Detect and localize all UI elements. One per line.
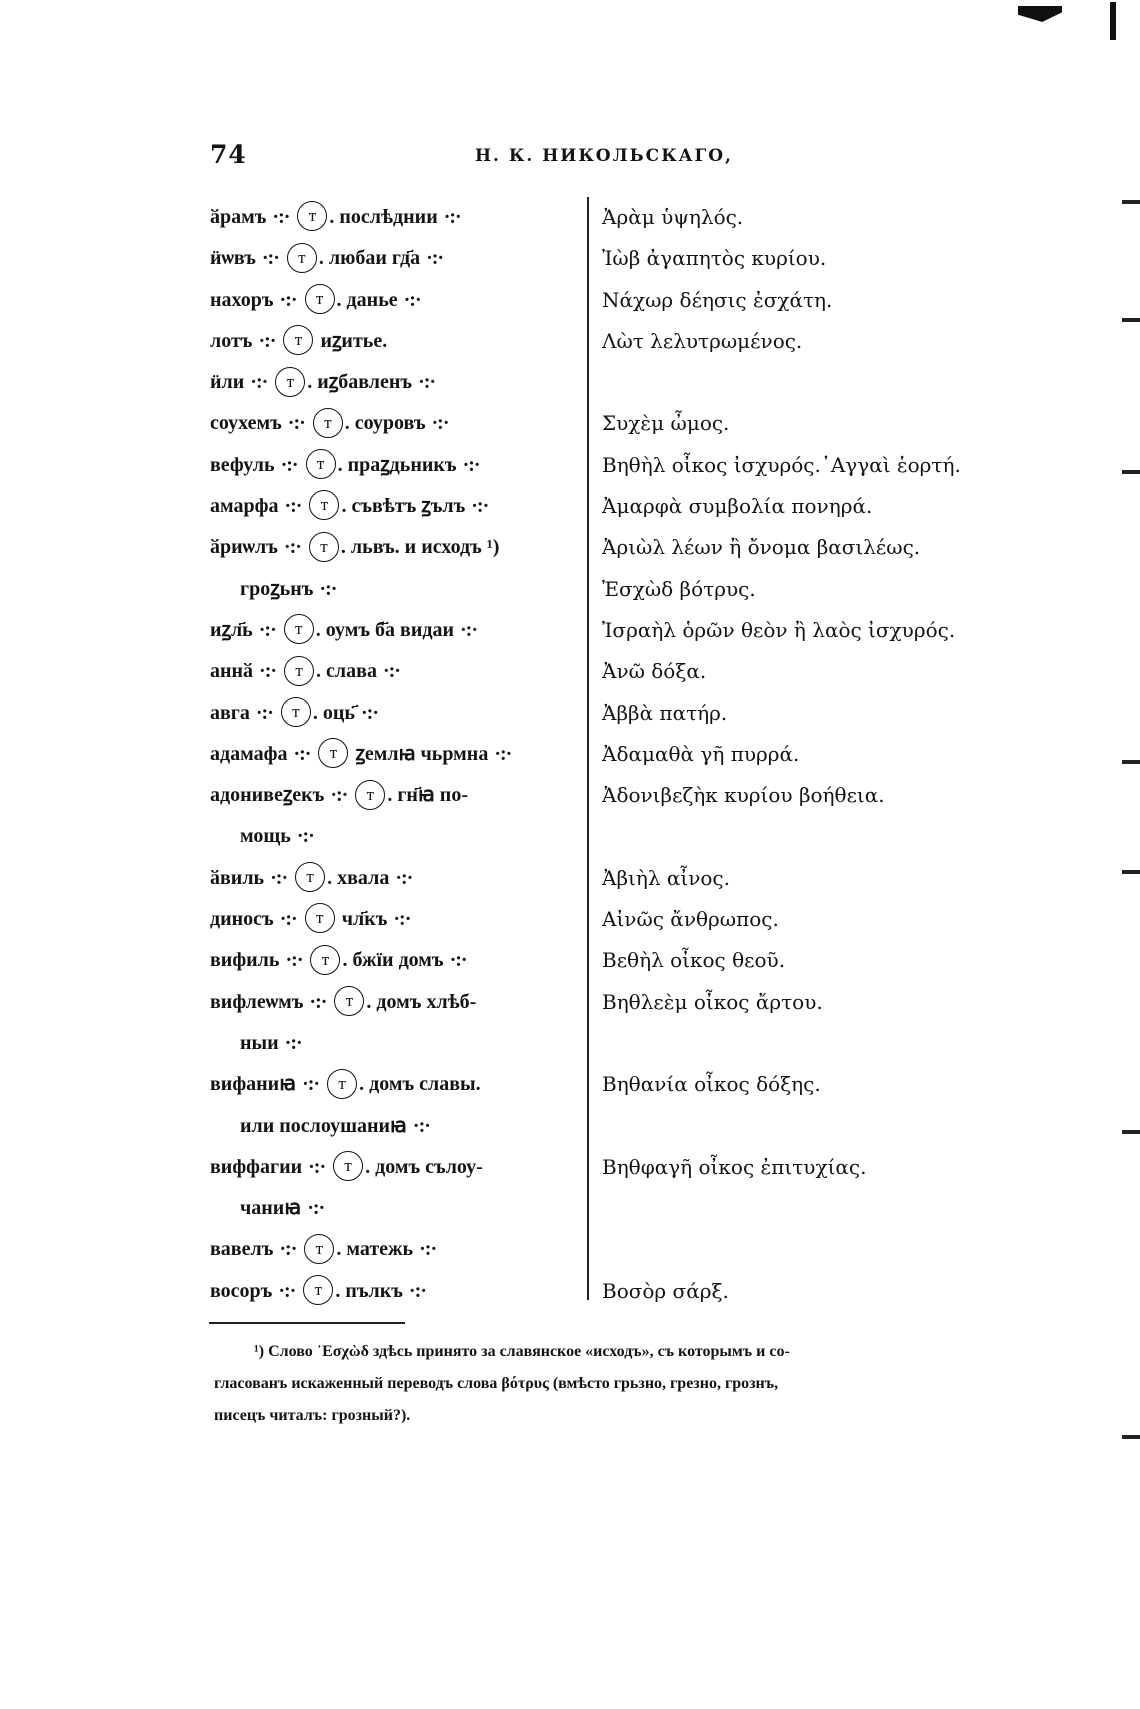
slavonic-entry [210,1109,612,1143]
separator-dots: ·:· [258,618,276,641]
glossary-row [210,985,990,1026]
separator-dots: ·:· [259,660,277,683]
headword: вавелъ [210,1238,274,1261]
translation-circle-mark: т [306,449,336,479]
separator-dots: ·:· [443,206,461,228]
translation: . домъ хлѣб- [366,990,477,1013]
glossary-row [210,530,990,571]
slavonic-entry [210,943,582,977]
greek-gloss: Βηθὴλ οἶκος ἰσχυρός.᾿Αγγαὶ ἑορτή. [602,452,961,477]
greek-gloss: Ἀβιὴλ αἶνος. [602,865,730,890]
translation: . иꙁбавленъ [307,371,413,394]
scan-artifact [1110,2,1116,40]
headword: соухемъ [210,412,282,435]
scan-artifact [1122,760,1140,764]
separator-dots: ·:· [419,1238,437,1261]
separator-dots: ·:· [460,618,477,641]
separator-dots: ·:· [330,784,348,807]
separator-dots: ·:· [309,990,327,1013]
headword: адамафа [210,742,288,765]
translation-circle-mark: т [281,697,311,727]
headword: ӥли [210,371,245,394]
separator-dots: ·:· [412,1114,430,1137]
headword: аннӑ [210,660,254,683]
headword: гроꙁьнъ [240,577,314,600]
separator-dots: ·:· [270,866,288,889]
slavonic-entry [210,902,582,936]
separator-dots: ·:· [285,949,303,972]
translation-circle-mark: т [334,986,364,1016]
slavonic-entry [210,200,582,234]
greek-gloss: Βηθανία οἶκος δόξης. [602,1072,821,1097]
glossary-row [210,1274,990,1315]
separator-dots: ·:· [280,453,298,476]
greek-gloss: Ἰὼβ ἀγαπητὸς κυρίου. [602,246,827,271]
separator-dots: ·:· [395,866,413,889]
translation: . хвала [327,866,390,889]
glossary-row [210,365,990,406]
glossary-row [210,324,990,365]
translation-circle-mark: т [305,284,335,314]
headword: нахоръ [210,288,274,311]
slavonic-entry [210,1026,612,1060]
headword: чаниꙗ [240,1197,302,1220]
translation: ꙁемлꙗ чьрмна [350,742,489,765]
translation: . домъ сълоу- [365,1155,483,1178]
slavonic-entry [210,489,582,523]
scan-artifact [1122,1130,1140,1134]
slavonic-entry [210,985,582,1019]
scan-artifact [1122,318,1140,322]
glossary-row [210,1150,990,1191]
glossary-row [210,943,990,984]
translation: . оумъ б҃а видаи [315,618,454,641]
headword: авга [210,701,250,724]
greek-gloss: Βεθὴλ οἶκος θεοῦ. [602,948,786,973]
separator-dots: ·:· [284,1031,302,1054]
separator-dots: ·:· [418,371,436,394]
translation-circle-mark: т [313,408,343,438]
translation: иꙁитье. [315,329,388,352]
slavonic-entry [210,365,582,399]
translation-circle-mark: т [297,201,327,231]
running-title: Н. К. НИКОЛЬСКАГО, [475,146,733,166]
translation: . домъ славы. [359,1073,481,1096]
headword: или послоушаниꙗ [240,1114,407,1137]
translation: . пълкъ [335,1279,403,1302]
greek-gloss: Βηθλεὲμ οἶκος ἄρτου. [602,989,823,1014]
slavonic-entry [210,324,582,358]
glossary-row [210,1026,990,1067]
slavonic-entry [210,696,582,730]
scan-artifact [1122,870,1140,874]
separator-dots: ·:· [302,1073,320,1096]
separator-dots: ·:· [393,908,411,931]
headword: вифиль [210,949,280,972]
glossary-row [210,572,990,613]
separator-dots: ·:· [403,288,421,311]
greek-gloss: Ἰσραὴλ ὁρῶν θεὸν ἢ λαὸς ἰσχυρός. [602,617,956,642]
footnote-rule [209,1322,405,1324]
separator-dots: ·:· [308,1155,326,1178]
separator-dots: ·:· [382,660,400,683]
translation-circle-mark: т [284,614,314,644]
glossary-row [210,489,990,530]
translation-circle-mark: т [304,1234,334,1264]
separator-dots: ·:· [283,536,301,559]
slavonic-entry [210,283,582,317]
translation-circle-mark: т [310,945,340,975]
page-header [210,140,970,176]
glossary-row [210,1109,990,1150]
glossary-row [210,778,990,819]
headword: иꙁл҃ь [210,618,253,641]
translation: . любаи гд҃а [318,247,421,270]
glossary-row [210,654,990,695]
slavonic-entry [210,1191,612,1225]
separator-dots: ·:· [494,742,512,765]
separator-dots: ·:· [287,412,305,435]
translation: . бжїи домъ [342,949,444,972]
slavonic-entry [210,861,582,895]
greek-gloss: Βηθφαγῆ οἶκος ἐπιτυχίας. [602,1154,867,1179]
separator-dots: ·:· [258,329,276,352]
headword: мощь [240,825,291,848]
translation-circle-mark: т [355,780,385,810]
separator-dots: ·:· [261,247,279,270]
scan-artifact [1122,1435,1140,1439]
headword: вефуль [210,453,275,476]
separator-dots: ·:· [462,453,480,476]
separator-dots: ·:· [279,908,297,931]
footnote-line: ¹) Слово ᾿Εσχὼδ здѣсь принято за славянское «исходъ», съ которымъ и со- [254,1343,790,1360]
translation-circle-mark: т [327,1069,357,1099]
slavonic-entry [210,819,612,853]
headword: вифаниꙗ [210,1073,297,1096]
translation-circle-mark: т [305,903,335,933]
greek-gloss: Βοσὸρ σάρξ. [602,1278,729,1303]
slavonic-entry [210,613,582,647]
headword: восоръ [210,1279,273,1302]
glossary-table [210,200,990,1315]
slavonic-entry [210,1150,582,1184]
separator-dots: ·:· [471,495,489,518]
greek-gloss: Ἀρὰμ ὑψηλός. [602,205,744,229]
greek-gloss: Συχὲμ ὦμος. [602,411,730,436]
headword: лотъ [210,329,253,352]
separator-dots: ·:· [278,1279,296,1302]
headword: ӑрамъ [210,206,267,228]
separator-dots: ·:· [279,1238,297,1261]
scan-artifact [1122,200,1140,204]
separator-dots: ·:· [296,825,314,848]
translation: . съвѣтъ ꙁълъ [341,495,466,518]
separator-dots: ·:· [293,742,311,765]
glossary-row [210,902,990,943]
translation: . гн҃ꙗ по- [387,784,468,807]
separator-dots: ·:· [279,288,297,311]
glossary-row [210,1191,990,1232]
glossary-row [210,406,990,447]
translation: . слава [316,660,377,683]
slavonic-entry [210,530,582,564]
translation-circle-mark: т [309,532,339,562]
slavonic-entry [210,1274,582,1308]
greek-gloss: Νάχωρ δέησις ἐσχάτη. [602,287,833,312]
translation-circle-mark: т [284,656,314,686]
greek-gloss: Λὼτ λελυτρωμένος. [602,328,803,353]
glossary-row [210,241,990,282]
separator-dots: ·:· [361,701,378,724]
translation-circle-mark: т [283,325,313,355]
separator-dots: ·:· [426,247,444,270]
separator-dots: ·:· [319,577,337,600]
glossary-row [210,200,990,241]
slavonic-entry [210,241,582,275]
footnote-line: писецъ читалъ: грозный?). [214,1407,411,1424]
glossary-row [210,737,990,778]
translation: . соуровъ [344,412,426,435]
glossary-row [210,819,990,860]
translation-circle-mark: т [287,243,317,273]
headword: ӥѡвъ [210,247,256,270]
scan-artifact [1018,6,1062,22]
separator-dots: ·:· [250,371,268,394]
glossary-row [210,1067,990,1108]
slavonic-entry [210,778,582,812]
separator-dots: ·:· [272,206,290,228]
greek-gloss: Ἀριὼλ λέων ἢ ὄνομα βασιλέως. [602,535,921,560]
headword: адонивеꙁекъ [210,784,325,807]
greek-gloss: Ἀνῶ δόξα. [602,659,707,684]
translation: . праꙁдьникъ [337,453,457,476]
glossary-row [210,283,990,324]
translation: . львъ. и исходъ ¹) [340,536,500,559]
glossary-row [210,448,990,489]
translation-circle-mark: т [275,367,305,397]
greek-gloss: Ἐσχὼδ βότρυς. [602,576,756,601]
translation: чл҃къ [336,908,388,931]
slavonic-entry [210,654,582,688]
headword: диносъ [210,908,274,931]
greek-gloss: Ἀμαρφὰ συμβολία πονηρά. [602,494,873,519]
headword: ӑвиль [210,866,265,889]
translation: . оць҃ [312,701,355,724]
greek-gloss: Ἀββὰ πατήρ. [602,700,728,725]
headword: ныи [240,1031,279,1054]
headword: ӑриѡлъ [210,536,278,559]
translation: . матежь [336,1238,414,1261]
translation-circle-mark: т [309,490,339,520]
headword: виффагии [210,1155,303,1178]
scan-artifact [1122,470,1140,474]
page-number: 74 [210,140,247,169]
slavonic-entry [210,1067,582,1101]
translation-circle-mark: т [318,738,348,768]
greek-gloss: Ἀδαμαθὰ γῆ πυρρά. [602,741,800,766]
slavonic-entry [210,448,582,482]
glossary-row [210,861,990,902]
glossary-row [210,1232,990,1273]
translation-circle-mark: т [333,1151,363,1181]
slavonic-entry [210,406,582,440]
glossary-row [210,613,990,654]
translation: . послѣднии [329,206,438,228]
separator-dots: ·:· [307,1197,325,1220]
translation-circle-mark: т [295,862,325,892]
slavonic-entry [210,572,612,606]
translation: . данье [336,288,398,311]
separator-dots: ·:· [408,1279,426,1302]
footnote-line: гласованъ искаженный переводъ слова βότρυς (вмѣсто грьзно, грезно, грознъ, [214,1375,779,1392]
separator-dots: ·:· [449,949,467,972]
separator-dots: ·:· [255,701,273,724]
footnote [214,1336,980,1432]
slavonic-entry [210,737,582,771]
glossary-row [210,696,990,737]
translation-circle-mark: т [303,1275,333,1305]
separator-dots: ·:· [431,412,449,435]
headword: вифлеѡмъ [210,990,304,1013]
separator-dots: ·:· [284,495,302,518]
greek-gloss: Ἀδονιβεζὴκ κυρίου βοήθεια. [602,783,885,808]
slavonic-entry [210,1232,582,1266]
greek-gloss: Αἰνῶς ἄνθρωπος. [602,907,779,932]
headword: амарфа [210,495,279,518]
